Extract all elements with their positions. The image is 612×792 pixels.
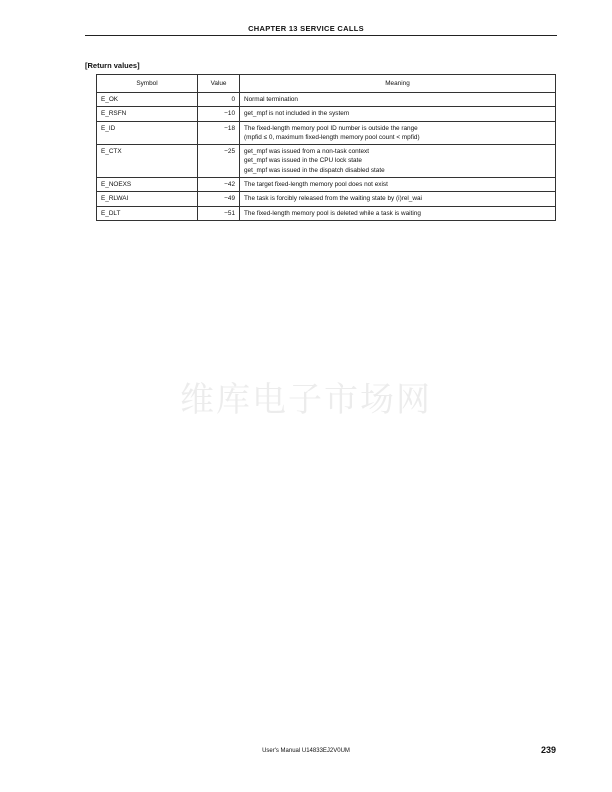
meaning-line: get_mpf is not included in the system [244, 110, 350, 118]
page-number: 239 [540, 745, 556, 755]
table-row [97, 145, 556, 178]
meaning-line: get_mpf was issued in the dispatch disabled state [244, 166, 385, 174]
meaning-line: get_mpf was issued in the CPU lock state [244, 157, 362, 165]
symbol-cell: E_ID [97, 121, 198, 145]
symbol-cell: E_RLWAI [97, 192, 198, 206]
value-cell: −10 [198, 107, 240, 121]
meaning-cell [240, 177, 556, 191]
column-header-symbol: Symbol [97, 75, 198, 93]
meaning-cell [240, 206, 556, 220]
symbol-cell: E_NOEXS [97, 177, 198, 191]
value-cell: −18 [198, 121, 240, 145]
watermark: 维库电子市场网 [180, 380, 432, 420]
meaning-cell [240, 192, 556, 206]
meaning-line: The target fixed-length memory pool does not exist [244, 180, 388, 188]
table-row [97, 107, 556, 121]
table-body [97, 93, 556, 221]
table-row [97, 93, 556, 107]
table-row [97, 177, 556, 191]
value-cell: 0 [198, 93, 240, 107]
column-header-meaning: Meaning [240, 75, 556, 93]
meaning-line: get_mpf was issued from a non-task context [244, 148, 370, 156]
symbol-cell: E_RSFN [97, 107, 198, 121]
section-title: [Return values] [85, 61, 140, 70]
meaning-line: The fixed-length memory pool ID number is outside the range [244, 124, 418, 132]
meaning-line: The task is forcibly released from the waiting state by (i)rel_wai [244, 195, 422, 203]
chapter-header: CHAPTER 13 SERVICE CALLS [248, 24, 364, 33]
meaning-cell [240, 93, 556, 107]
table-row [97, 192, 556, 206]
footer-manual-id: User's Manual U14833EJ2V0UM [262, 748, 350, 754]
value-cell: −51 [198, 206, 240, 220]
meaning-cell [240, 107, 556, 121]
value-cell: −49 [198, 192, 240, 206]
table-row [97, 121, 556, 145]
meaning-line: Normal termination [244, 96, 298, 103]
meaning-line: The fixed-length memory pool is deleted while a task is waiting [244, 209, 421, 217]
symbol-cell: E_OK [97, 93, 198, 107]
meaning-cell [240, 145, 556, 178]
return-values-table [96, 74, 556, 221]
table-row [97, 206, 556, 220]
header-divider [85, 35, 557, 36]
meaning-cell [240, 121, 556, 145]
value-cell: −42 [198, 177, 240, 191]
meaning-line: (mpfid ≤ 0, maximum fixed-length memory pool count < mpfid) [244, 133, 420, 141]
column-header-value: Value [198, 75, 240, 93]
table-header-row [97, 75, 556, 93]
value-cell: −25 [198, 145, 240, 178]
symbol-cell: E_DLT [97, 206, 198, 220]
symbol-cell: E_CTX [97, 145, 198, 178]
